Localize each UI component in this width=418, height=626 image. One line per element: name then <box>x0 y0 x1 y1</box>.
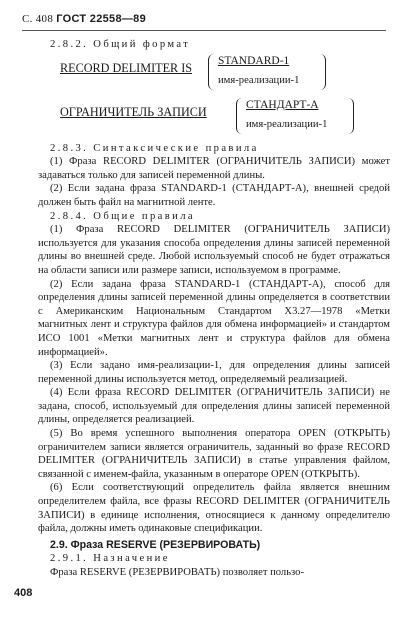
page-number: 408 <box>14 587 33 599</box>
option-standard-1: STANDARD-1 <box>218 54 290 67</box>
section-2-8-3-title: 2.8.3. Синтаксические правила <box>50 142 259 154</box>
section-2-9-1-title: 2.9.1. Назначение <box>50 553 170 565</box>
header-rule <box>22 30 386 31</box>
general-rule-1: (1) Фраза RECORD DELIMITER (ОГРАНИЧИТЕЛЬ ЗАПИСИ) используется для указания способа определения длины записей переменной длины во внешней среде. Любой используемый способ не будет отражаться на области записи или размере записи, используемом в программе. <box>38 224 390 276</box>
general-format-english <box>60 54 390 94</box>
syntax-rule-1: (1) Фраза RECORD DELIMITER (ОГРАНИЧИТЕЛЬ ЗАПИСИ) может задаваться только для записей переменной длины. <box>38 156 390 181</box>
syntax-rule-2: (2) Если задана фраза STANDARD-1 (СТАНДАРТ-А), внешней средой должен быть файл на магнитной ленте. <box>38 183 390 208</box>
section-2-8-4-title: 2.8.4. Общие правила <box>50 210 196 222</box>
general-rule-2: (2) Если задана фраза STANDARD-1 (СТАНДАРТ-А), способ для определения длины записей переменной длины определяется в соответствии с Американским Национальным Стандартом X3.27—1978 «Метки магнитных лент и структура файлов для обмена информацией» и стандартом ИСО 1001 «Метки магнитных лент и структура файлов для обмена информацией». <box>38 278 390 358</box>
options-brace <box>208 54 326 92</box>
options-brace-ru <box>236 98 354 136</box>
document-body <box>38 38 390 580</box>
standard-label: ГОСТ 22558—89 <box>56 13 147 25</box>
purpose-paragraph: Фраза RESERVE (РЕЗЕРВИРОВАТЬ) позволяет пользо- <box>50 567 304 578</box>
option-implementation-name: имя-реализации-1 <box>218 74 300 86</box>
option-implementation-name-ru: имя-реализации-1 <box>246 118 328 130</box>
option-standard-a: СТАНДАРТ-А <box>246 98 319 111</box>
page-label: С. 408 <box>22 13 54 25</box>
general-rule-6: (6) Если соответствующий определитель файла является внешним определителем файла, все фразы RECORD DELIMITER (ОГРАНИЧИТЕЛЬ ЗАПИСИ) в единице исполнения, относящиеся к данному определителю файла, должны иметь одинаковые спецификации. <box>38 482 390 535</box>
general-rule-5: (5) Во время успешного выполнения оператора OPEN (ОТКРЫТЬ) ограничителем записи является ограничитель, заданный во фразе RECORD DELIMITER (ОГРАНИЧИТЕЛЬ ЗАПИСИ) в статье управления файлом, связанной с именем-файла, указанным в операторе OPEN (ОТКРЫТЬ). <box>38 428 390 480</box>
format-keyword-ru: ОГРАНИЧИТЕЛЬ ЗАПИСИ <box>60 104 207 119</box>
page-header <box>22 13 146 25</box>
general-format-russian <box>60 98 390 138</box>
section-2-9-title: 2.9. Фраза RESERVE (РЕЗЕРВИРОВАТЬ) <box>50 538 261 551</box>
general-rule-4: (4) Если фраза RECORD DELIMITER (ОГРАНИЧИТЕЛЬ ЗАПИСИ) не задана, способ, используемый для определения длины записей переменной длины, определяется реализацией. <box>38 387 390 426</box>
general-rule-3: (3) Если задано имя-реализации-1, для определения длины записей переменной длины используется метод, определяемый реализацией. <box>38 360 390 385</box>
section-2-8-2-title: 2.8.2. Общий формат <box>50 39 191 50</box>
format-keyword: RECORD DELIMITER IS <box>60 60 193 75</box>
